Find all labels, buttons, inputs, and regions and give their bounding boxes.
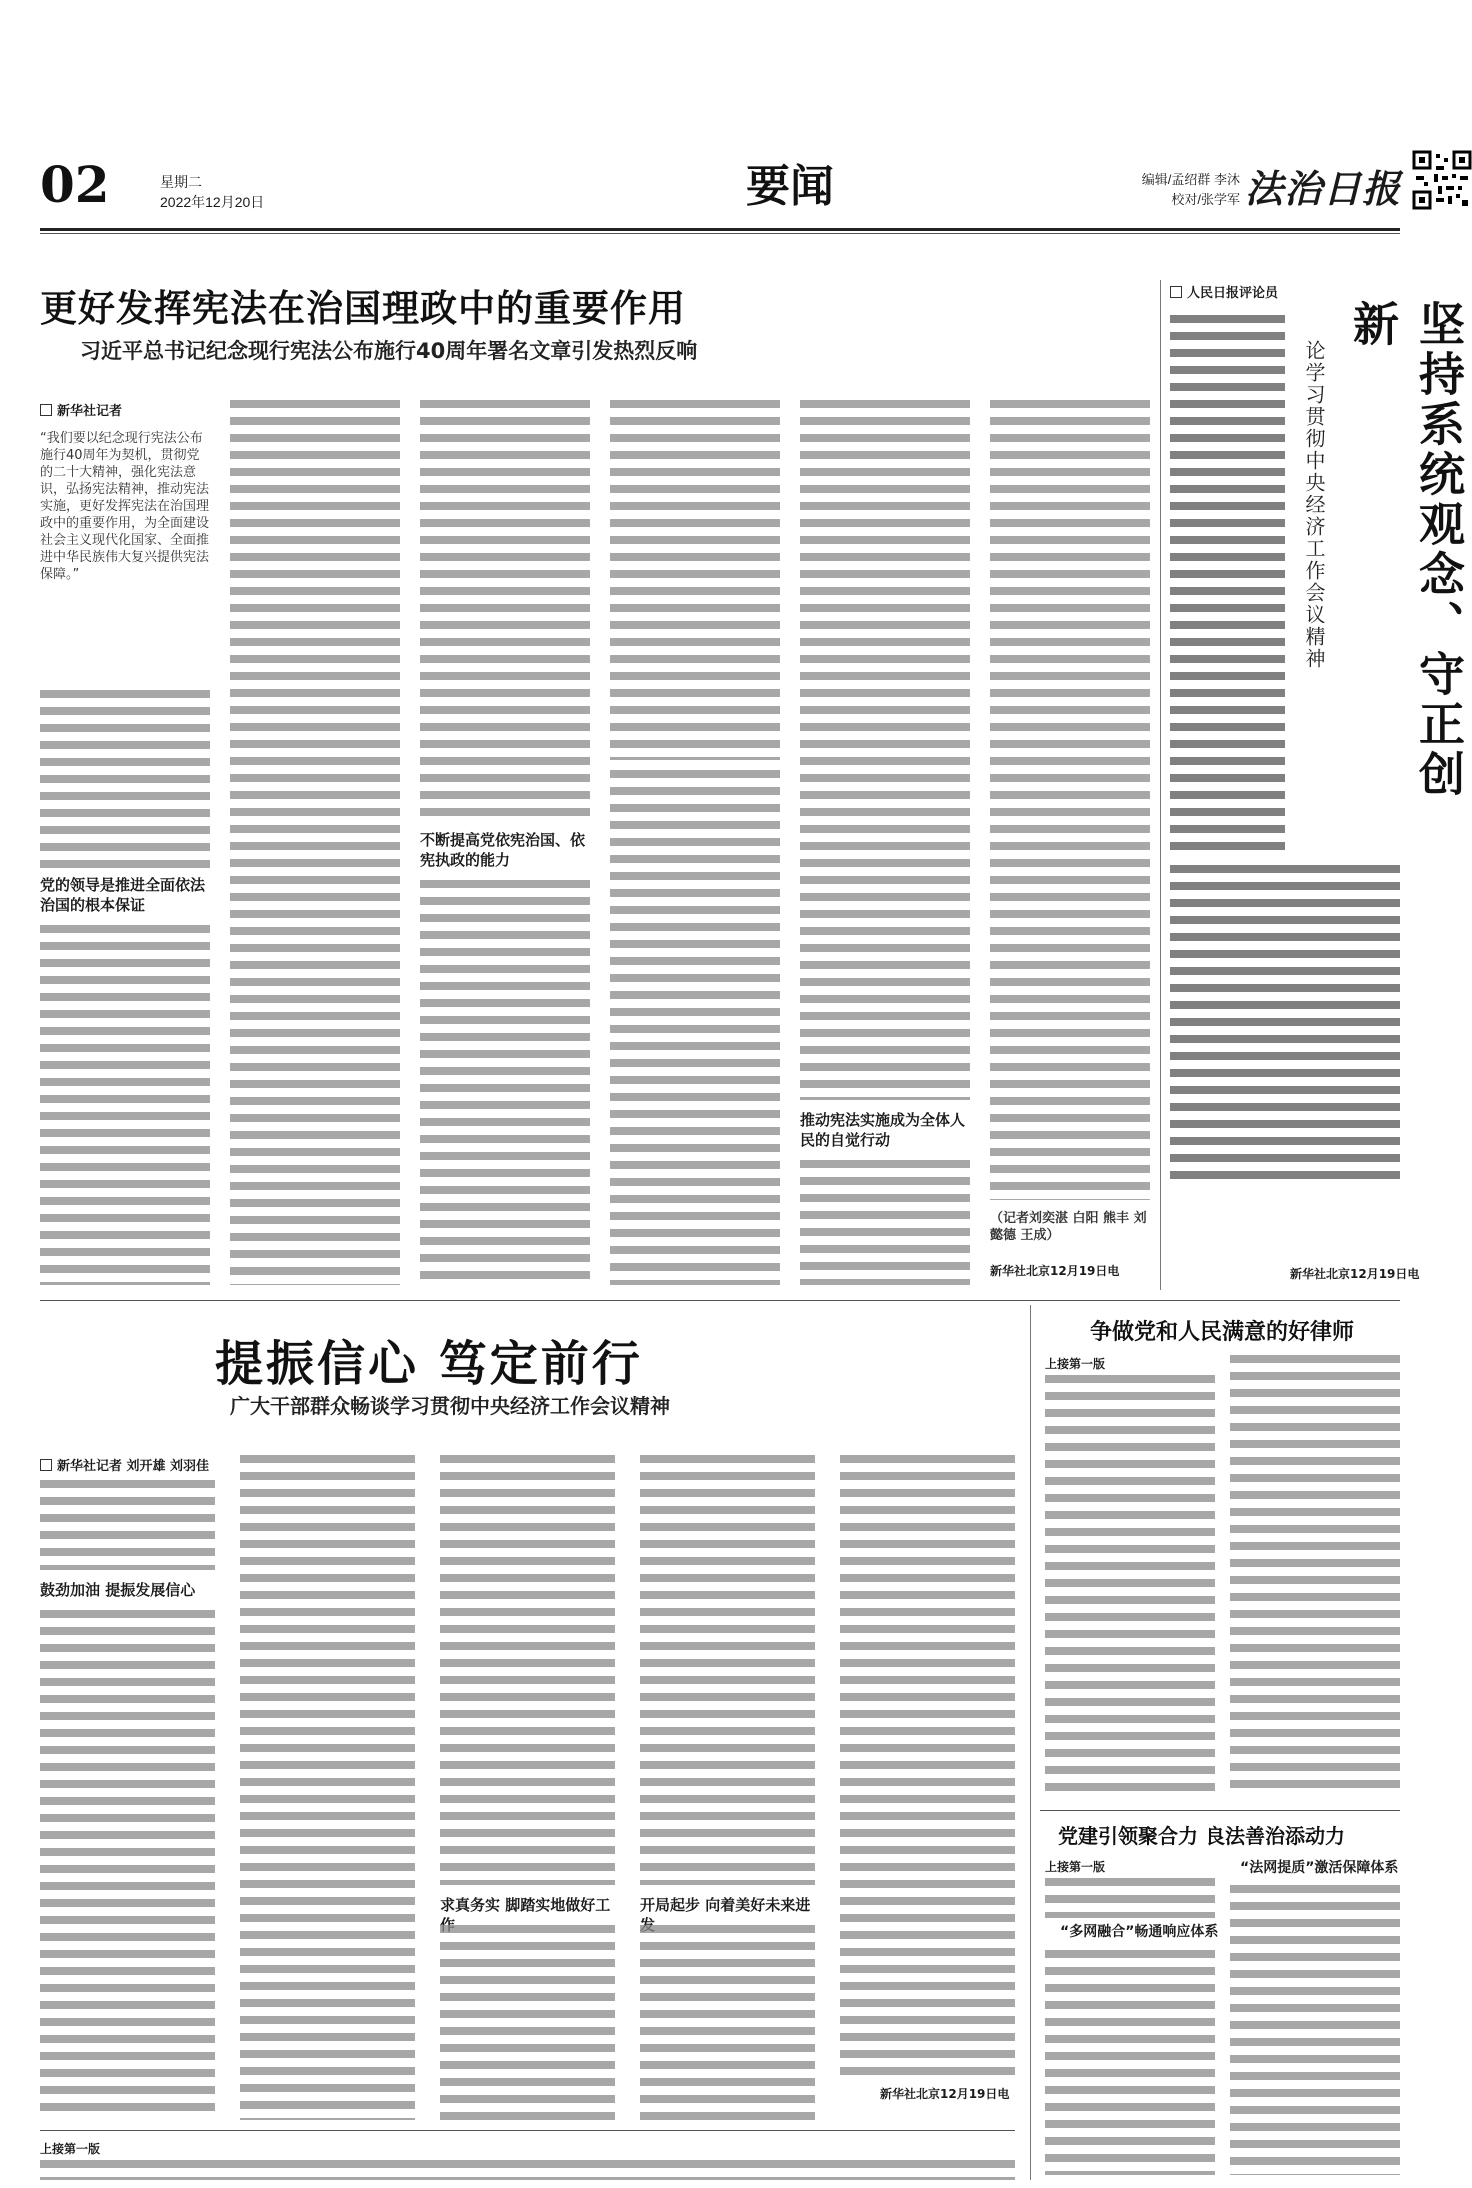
article3-col2 [240, 1455, 415, 2120]
article1-col3a [420, 400, 590, 820]
article3-crosshead1: 鼓劲加油 提振发展信心 [40, 1581, 196, 1599]
article3-col3b [440, 1925, 615, 2120]
article4-col1 [1045, 1375, 1215, 1795]
page-header [40, 150, 1400, 230]
article1-crosshead4: 推动宪法实施成为全体人民的自觉行动 [800, 1111, 966, 1149]
article2-col-narrow [1170, 315, 1285, 855]
article3-byline: 新华社记者 刘开雄 刘羽佳 [40, 1455, 209, 1474]
article4-col2 [1230, 1355, 1400, 1795]
article3-col1a [40, 1480, 215, 1570]
article5-continuation: 上接第一版 [1045, 1860, 1106, 1874]
article2-tag: 人民日报评论员 [1170, 282, 1278, 301]
article1-col5b [800, 1160, 970, 1285]
article2-col-wide [1170, 865, 1400, 1185]
article1-col4b [610, 770, 780, 1285]
article2-dateline: 新华社北京12月19日电 [1290, 1267, 1420, 1281]
article1-col6 [990, 400, 1150, 1200]
article3-crosshead2: 求真务实 脚踏实地做好工 [440, 1896, 611, 1914]
article2-headline: 坚持系统观念、守正创新 [1346, 300, 1466, 800]
article5-col2 [1230, 1885, 1400, 2175]
section-title: 要闻 [746, 161, 834, 212]
qr-code-icon [1412, 150, 1472, 210]
article1-crosshead1: 党的领导是推进全面依法治国的根本保证 [40, 876, 206, 914]
editors-credit: 编辑/孟绍群 李沐 校对/张学军 [1141, 172, 1240, 207]
article3-col4a [640, 1455, 815, 1885]
article1-col3b [420, 880, 590, 1285]
article1-dateline: 新华社北京12月19日电 [990, 1264, 1120, 1278]
article3-headline: 提振信心 笃定前行 [215, 1336, 643, 1392]
article4-rule [1040, 1810, 1400, 1811]
article3-subhead: 广大干部群众畅谈学习贯彻中央经济工作会议精神 [230, 1394, 670, 1418]
mid-rule [40, 1300, 1400, 1301]
article1-col1a [40, 690, 210, 870]
footer-continuation-text [40, 2160, 1015, 2180]
article5-col1b [1045, 1950, 1215, 2175]
article5-col1a [1045, 1878, 1215, 1918]
article3-col1b [40, 1610, 215, 2120]
footer-continuation-label: 上接第一版 [40, 2142, 101, 2156]
article4-headline: 争做党和人民满意的好律师 [1090, 1320, 1355, 1345]
article1-col2 [230, 400, 400, 1285]
footer-rule [40, 2130, 1015, 2131]
article3-dateline: 新华社北京12月19日电 [880, 2087, 1010, 2101]
header-rule [40, 228, 1400, 231]
article5-crosshead2: “法网提质”激活保障体系 [1240, 1860, 1399, 1876]
article3-col4b [640, 1925, 815, 2120]
article1-headline: 更好发挥宪法在治国理政中的重要作用 [40, 287, 686, 330]
column-divider-lower [1030, 1305, 1031, 2180]
article1-col1b [40, 925, 210, 1285]
page-number: 02 [40, 155, 110, 214]
masthead-logo: 法治日报 [1245, 166, 1402, 211]
issue-date: 2022年12月20日 [160, 194, 265, 210]
article3-crosshead3: 开局起步 向着美好未来进 [640, 1896, 811, 1914]
header-rule-thin [40, 233, 1400, 234]
article1-byline: 新华社记者 [40, 400, 122, 419]
article1-subhead: 习近平总书记纪念现行宪法公布施行40周年署名文章引发热烈反响 [80, 339, 698, 363]
article1-reporters: （记者刘奕湛 白阳 熊丰 刘懿德 王成） [990, 1211, 1147, 1243]
article5-headline: 党建引领聚合力 良法善治添动力 [1058, 1824, 1345, 1848]
article4-continuation: 上接第一版 [1045, 1357, 1106, 1371]
column-divider [1160, 280, 1161, 1290]
weekday: 星期二 [160, 174, 202, 190]
article3-col3a [440, 1455, 615, 1885]
article5-crosshead1: “多网融合”畅通响应体系 [1060, 1924, 1219, 1940]
article1-crosshead3: 不断提高党依宪治国、依宪执政的能力 [420, 831, 586, 869]
article1-col5a [800, 400, 970, 1100]
article1-lead: “我们要以纪念现行宪法公布施行40周年为契机，贯彻党的二十大精神，强化宪法意识，弘扬宪法精神，推动宪法实施，更好发挥宪法在治国理政中的重要作用，为全面建设社会主义现代化国家、全面推进中华民族伟大复兴提供宪法保障。” [40, 431, 210, 582]
article2-subhead: 论学习贯彻中央经济工作会议精神 [1302, 340, 1326, 670]
article3-col5 [840, 1455, 1015, 2075]
article1-col4a [610, 400, 780, 760]
